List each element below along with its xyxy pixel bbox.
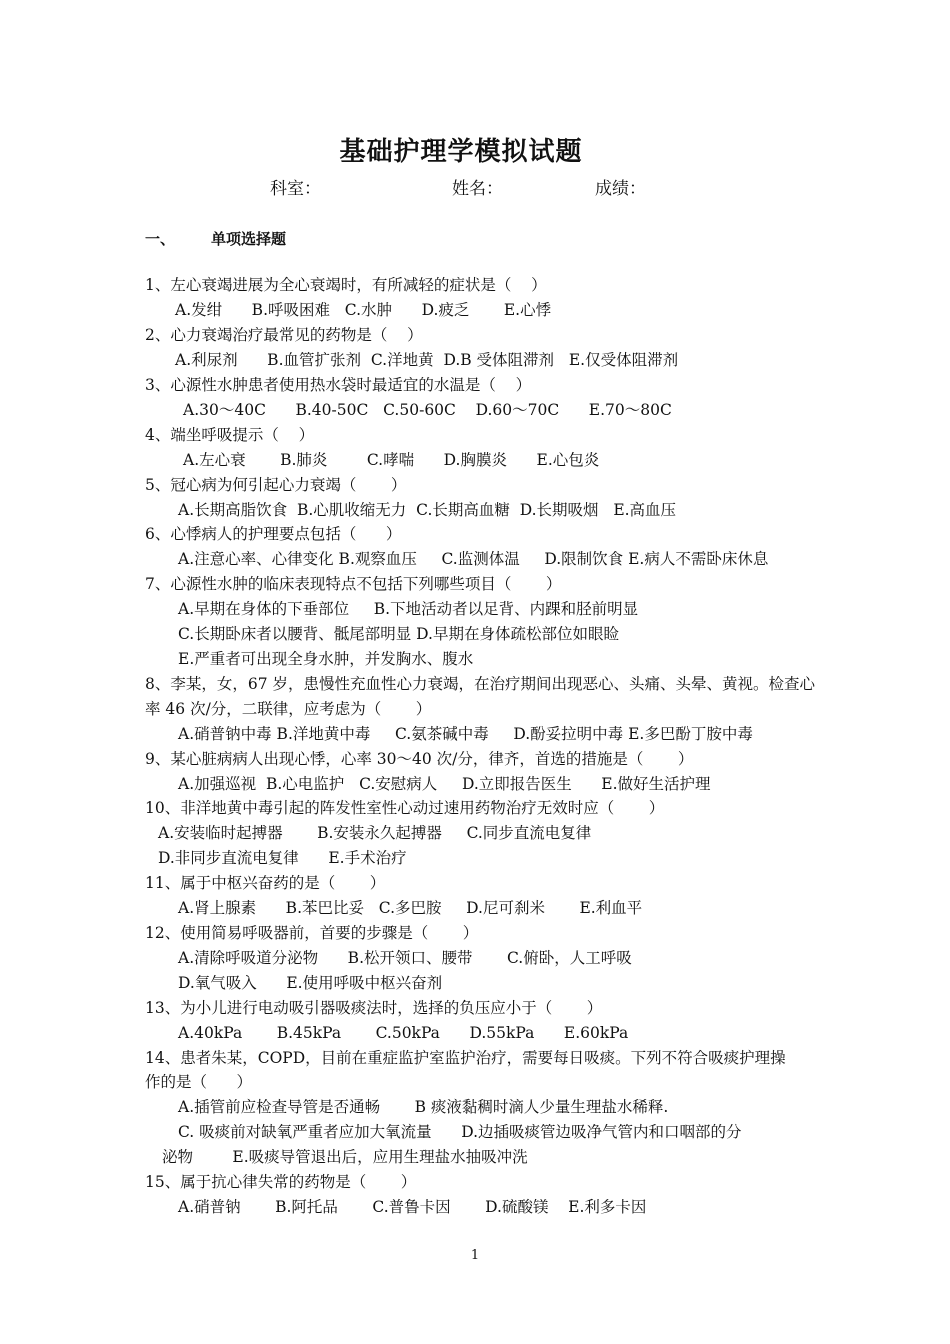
question-line: 12、使用简易呼吸器前，首要的步骤是（ ）: [145, 924, 479, 942]
option-line: A.注意心率、心律变化 B.观察血压 C.监测体温 D.限制饮食 E.病人不需卧床休息: [178, 550, 769, 568]
question-line: 9、某心脏病病人出现心悸，心率 30～40 次/分，律齐，首选的措施是（ ）: [145, 750, 694, 768]
question-line: 13、为小儿进行电动吸引器吸痰法时，选择的负压应小于（ ）: [145, 999, 603, 1017]
option-line: 泌物 E.吸痰导管退出后，应用生理盐水抽吸冲洗: [162, 1148, 528, 1166]
question-line: 率 46 次/分，二联律，应考虑为（ ）: [145, 700, 432, 718]
question-line: 7、心源性水肿的临床表现特点不包括下列哪些项目（ ）: [145, 575, 562, 593]
option-line: A.40kPa B.45kPa C.50kPa D.55kPa E.60kPa: [178, 1024, 629, 1042]
section-heading: [145, 228, 286, 249]
option-line: C. 吸痰前对缺氧严重者应加大氧流量 D.边插吸痰管边吸净气管内和口咽部的分: [178, 1123, 742, 1141]
question-line: 11、属于中枢兴奋药的是（ ）: [145, 874, 386, 892]
page-title: 基础护理学模拟试题: [339, 137, 583, 167]
option-line: A.硝普钠 B.阿托品 C.普鲁卡因 D.硫酸镁 E.利多卡因: [178, 1198, 647, 1216]
section-label: 单项选择题: [211, 230, 287, 248]
option-line: A.清除呼吸道分泌物 B.松开领口、腰带 C.俯卧，人工呼吸: [178, 949, 632, 967]
option-line: A.加强巡视 B.心电监护 C.安慰病人 D.立即报告医生 E.做好生活护理: [178, 775, 711, 793]
question-line: 2、心力衰竭治疗最常见的药物是（ ）: [145, 326, 423, 344]
question-line: 作的是（ ）: [145, 1073, 253, 1091]
option-line: A.左心衰 B.肺炎 C.哮喘 D.胸膜炎 E.心包炎: [183, 451, 600, 469]
header-fields: [0, 174, 950, 202]
option-line: A.发绀 B.呼吸困难 C.水肿 D.疲乏 E.心悸: [175, 301, 552, 319]
question-line: 5、冠心病为何引起心力衰竭（ ）: [145, 476, 407, 494]
dept-field-label: 科室：: [270, 179, 321, 199]
section-number: 一、: [145, 230, 176, 248]
question-line: 8、李某，女，67 岁，患慢性充血性心力衰竭，在治疗期间出现恶心、头痛、头晕、黄视。检查心: [145, 675, 816, 693]
question-line: 4、端坐呼吸提示（ ）: [145, 426, 315, 444]
question-line: 3、心源性水肿患者使用热水袋时最适宜的水温是（ ）: [145, 376, 532, 394]
question-line: 10、非洋地黄中毒引起的阵发性室性心动过速用药物治疗无效时应（ ）: [145, 799, 665, 817]
page-number: 1: [470, 1248, 480, 1263]
question-line: 6、心悸病人的护理要点包括（ ）: [145, 525, 402, 543]
option-line: D.非同步直流电复律 E.手术治疗: [158, 849, 407, 867]
option-line: A.30～40C B.40-50C C.50-60C D.60～70C E.70～80C: [183, 401, 672, 419]
name-field-label: 姓名：: [452, 179, 503, 199]
option-line: A.安装临时起搏器 B.安装永久起搏器 C.同步直流电复律: [158, 824, 592, 842]
option-line: A.利尿剂 B.血管扩张剂 C.洋地黄 D.B 受体阻滞剂 E.仅受体阻滞剂: [175, 351, 679, 369]
option-line: E.严重者可出现全身水肿，并发胸水、腹水: [178, 650, 474, 668]
question-line: 15、属于抗心律失常的药物是（ ）: [145, 1173, 417, 1191]
option-line: C.长期卧床者以腰背、骶尾部明显 D.早期在身体疏松部位如眼睑: [178, 625, 619, 643]
score-field-label: 成绩：: [595, 179, 646, 199]
option-line: A.插管前应检查导管是否通畅 B 痰液黏稠时滴人少量生理盐水稀释.: [178, 1098, 669, 1116]
question-line: 14、患者朱某，COPD，目前在重症监护室监护治疗，需要每日吸痰。下列不符合吸痰护理操: [145, 1049, 786, 1067]
option-line: A.早期在身体的下垂部位 B.下地活动者以足背、内踝和胫前明显: [178, 600, 639, 618]
question-line: 1、左心衰竭进展为全心衰竭时，有所减轻的症状是（ ）: [145, 276, 547, 294]
option-line: A.硝普钠中毒 B.洋地黄中毒 C.氨茶碱中毒 D.酚妥拉明中毒 E.多巴酚丁胺中毒: [178, 725, 753, 743]
option-line: A.肾上腺素 B.苯巴比妥 C.多巴胺 D.尼可刹米 E.利血平: [178, 899, 643, 917]
option-line: D.氧气吸入 E.使用呼吸中枢兴奋剂: [178, 974, 443, 992]
option-line: A.长期高脂饮食 B.心肌收缩无力 C.长期高血糖 D.长期吸烟 E.高血压: [178, 501, 677, 519]
